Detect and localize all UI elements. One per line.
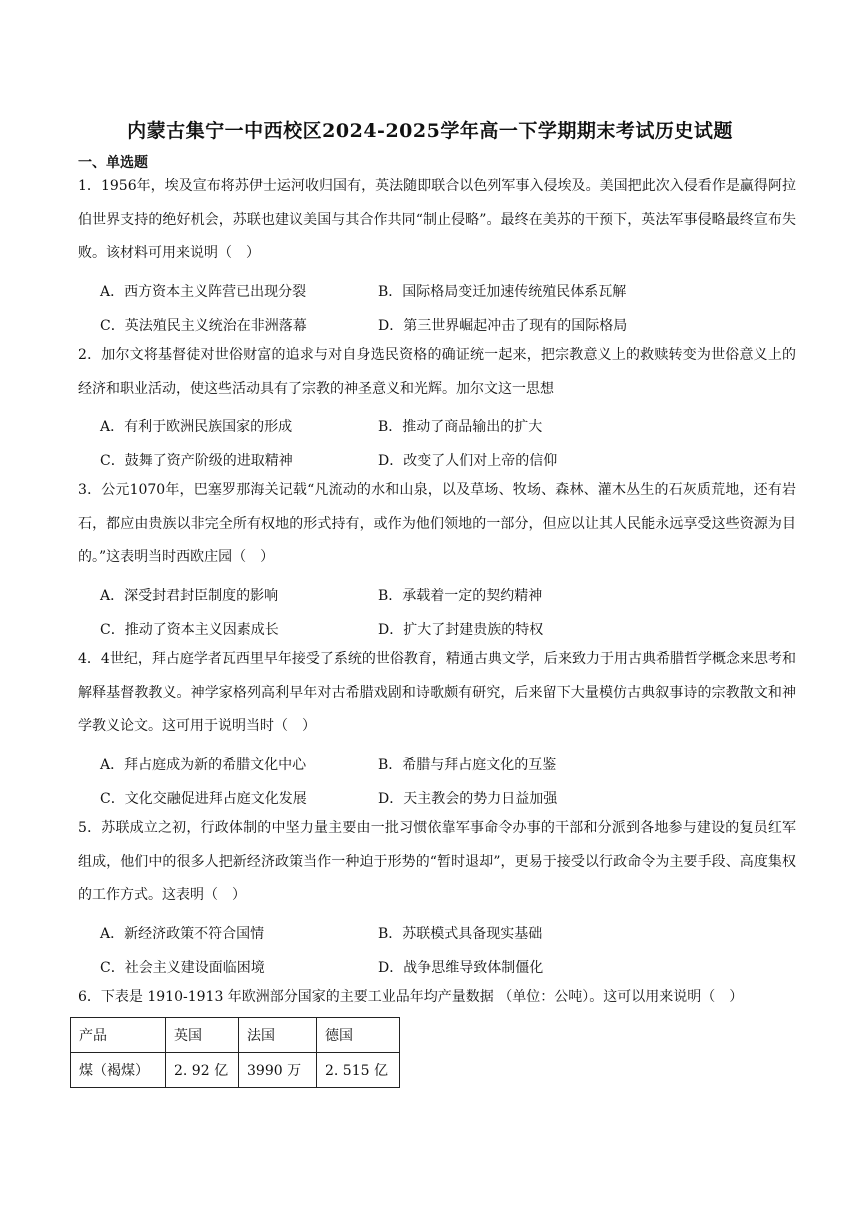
question-2-option-b: B．推动了商品输出的扩大: [378, 419, 543, 435]
question-1-option-d: D．第三世界崛起冲击了现有的国际格局: [378, 318, 628, 334]
question-4-option-c: C．文化交融促进拜占庭文化发展: [100, 791, 307, 807]
table-header-cell: 英国: [166, 1018, 239, 1053]
table-cell: 3990 万: [239, 1053, 317, 1088]
question-4-option-a: A．拜占庭成为新的希腊文化中心: [100, 757, 307, 773]
question-3-stem: 3．公元1070年，巴塞罗那海关记载“凡流动的水和山泉，以及草场、牧场、森林、灌木丛生的石灰质荒地，还有岩石，都应由贵族以非完全所有权地的形式持有，或作为他们领地的一部分，但应以让其人民能永远享受这些资源为目的。”这表明当时西欧庄园（ ）: [78, 482, 796, 565]
table-header-cell: 产品: [71, 1018, 166, 1053]
question-5-option-b: B．苏联模式具备现实基础: [378, 926, 543, 942]
question-1-stem: 1．1956年，埃及宣布将苏伊士运河收归国有，英法随即联合以色列军事入侵埃及。美国把此次入侵看作是赢得阿拉伯世界支持的绝好机会，苏联也建议美国与其合作共同“制止侵略”。最终在美苏的干预下，英法军事侵略最终宣布失败。该材料可用来说明（ ）: [78, 178, 796, 261]
question-1-option-b: B．国际格局变迁加速传统殖民体系瓦解: [378, 284, 627, 300]
question-3-option-a: A．深受封君封臣制度的影响: [100, 588, 279, 604]
question-1-option-c: C．英法殖民主义统治在非洲落幕: [100, 318, 307, 334]
question-5-option-d: D．战争思维导致体制僵化: [378, 960, 544, 976]
question-3-option-c: C．推动了资本主义因素成长: [100, 622, 279, 638]
table-cell: 2. 92 亿: [166, 1053, 239, 1088]
question-2-option-d: D．改变了人们对上帝的信仰: [378, 453, 558, 469]
question-3-option-b: B．承载着一定的契约精神: [378, 588, 543, 604]
question-6-stem: 6．下表是 1910-1913 年欧洲部分国家的主要工业品年均产量数据 （单位：公吨）。这可以用来说明（ ）: [78, 989, 744, 1005]
question-3-option-d: D．扩大了封建贵族的特权: [378, 622, 544, 638]
question-4-stem: 4．4世纪，拜占庭学者瓦西里早年接受了系统的世俗教育，精通古典文学，后来致力于用古典希腊哲学概念来思考和解释基督教教义。神学家格列高利早年对古希腊戏剧和诗歌颇有研究，后来留下大量模仿古典叙事诗的宗教散文和神学教义论文。这可用于说明当时（ ）: [78, 651, 796, 734]
table-cell: 2. 515 亿: [317, 1053, 400, 1088]
question-1-option-a: A．西方资本主义阵营已出现分裂: [100, 284, 307, 300]
question-2-stem: 2．加尔文将基督徒对世俗财富的追求与对自身选民资格的确证统一起来，把宗教意义上的救赎转变为世俗意义上的经济和职业活动，使这些活动具有了宗教的神圣意义和光辉。加尔文这一思想: [78, 347, 796, 397]
question-5-stem: 5．苏联成立之初，行政体制的中坚力量主要由一批习惯依靠军事命令办事的干部和分派到各地参与建设的复员红军组成，他们中的很多人把新经济政策当作一种迫于形势的“暂时退却”，更易于接受以行政命令为主要手段、高度集权的工作方式。这表明（ ）: [78, 820, 796, 903]
question-4-option-d: D．天主教会的势力日益加强: [378, 791, 558, 807]
production-table: [70, 1017, 400, 1088]
page-title: 内蒙古集宁一中西校区2024-2025学年高一下学期期末考试历史试题: [127, 120, 733, 142]
question-2-option-c: C．鼓舞了资产阶级的进取精神: [100, 453, 293, 469]
table-cell: 煤（褐煤）: [71, 1053, 166, 1088]
table-header-row: [71, 1018, 400, 1053]
question-4-option-b: B．希腊与拜占庭文化的互鉴: [378, 757, 557, 773]
table-header-cell: 法国: [239, 1018, 317, 1053]
section-heading: 一、单选题: [78, 155, 148, 171]
table-row: [71, 1053, 400, 1088]
question-2-option-a: A．有利于欧洲民族国家的形成: [100, 419, 293, 435]
question-5-option-a: A．新经济政策不符合国情: [100, 926, 265, 942]
table-header-cell: 德国: [317, 1018, 400, 1053]
question-5-option-c: C．社会主义建设面临困境: [100, 960, 265, 976]
